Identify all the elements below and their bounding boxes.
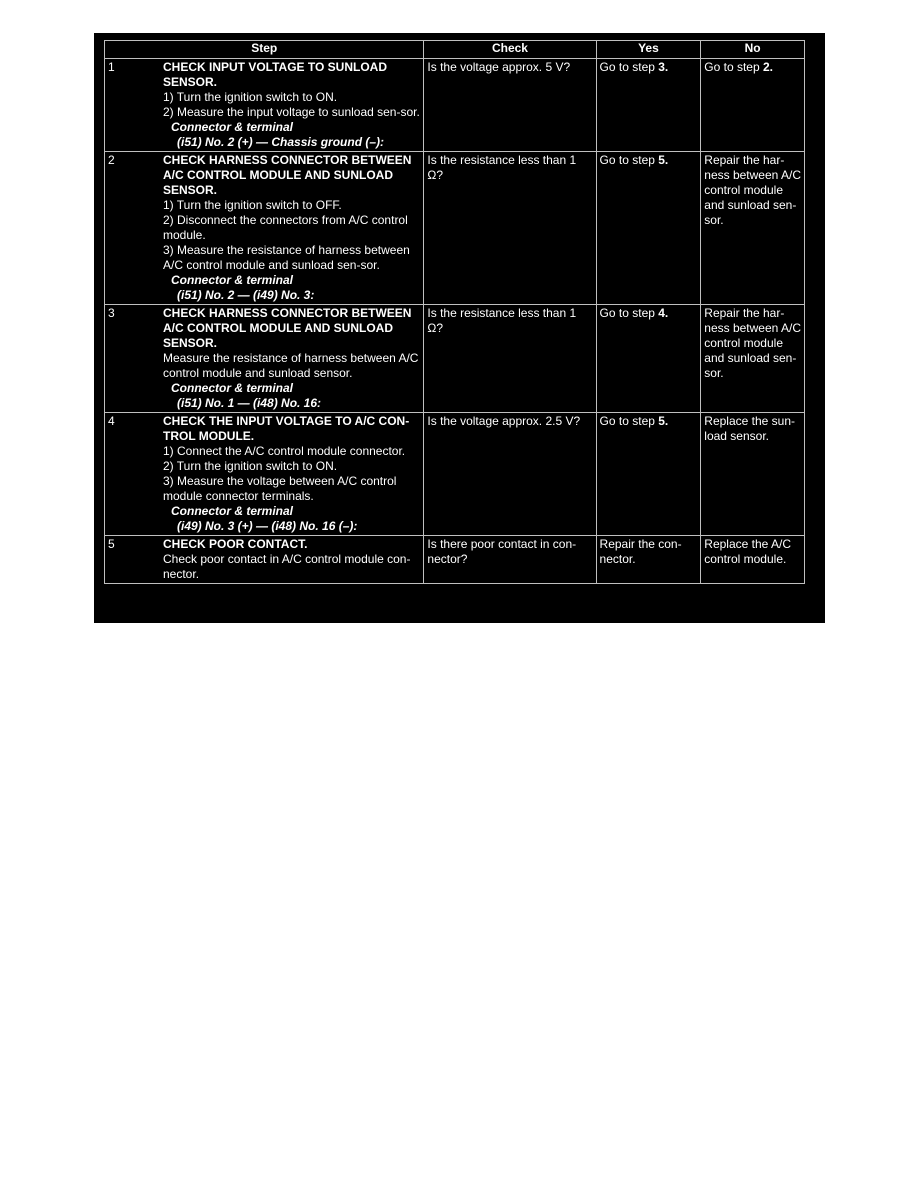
- no-cell: [701, 305, 805, 413]
- step-instructions: [163, 198, 420, 273]
- connector-label: Connector & terminal: [171, 381, 294, 395]
- yes-cell: [596, 413, 701, 536]
- table-row: [105, 59, 805, 152]
- check-cell: Is the resistance less than 1 Ω?: [424, 152, 596, 305]
- yes-cell: [596, 59, 701, 152]
- yes-step-ref: 4.: [658, 306, 669, 320]
- instruction-line: 2) Measure the input voltage to sunload sen-sor.: [163, 105, 420, 119]
- step-cell: [105, 152, 424, 305]
- yes-cell: [596, 152, 701, 305]
- connector-terminals: (i49) No. 3 (+) — (i48) No. 16 (–):: [177, 519, 358, 533]
- step-instructions: [163, 90, 420, 120]
- table-row: [105, 413, 805, 536]
- no-text: Repair the har-ness between A/C control module and sunload sen-sor.: [704, 153, 802, 227]
- yes-step-ref: 5.: [658, 414, 669, 428]
- instruction-line: 2) Disconnect the connectors from A/C control module.: [163, 213, 408, 242]
- instruction-line: 3) Measure the resistance of harness between A/C control module and sunload sen-sor.: [163, 243, 410, 272]
- yes-text: Go to step: [599, 60, 659, 74]
- table-header-row: [105, 41, 805, 59]
- connector-label: Connector & terminal: [171, 273, 294, 287]
- step-cell: [105, 59, 424, 152]
- yes-text: Repair the con-nector.: [599, 537, 682, 566]
- table-row: [105, 152, 805, 305]
- step-number: 2: [108, 153, 115, 167]
- step-body: [163, 306, 420, 411]
- yes-text: Go to step: [599, 306, 659, 320]
- header-no: No: [701, 41, 805, 59]
- diagnostic-panel: [94, 33, 825, 623]
- step-title: CHECK THE INPUT VOLTAGE TO A/C CON-TROL MODULE.: [163, 414, 410, 443]
- step-cell: [105, 413, 424, 536]
- check-cell: Is the voltage approx. 2.5 V?: [424, 413, 596, 536]
- connector-terminals: (i51) No. 2 (+) — Chassis ground (–):: [177, 135, 385, 149]
- yes-cell: [596, 536, 701, 584]
- instruction-line: 1) Turn the ignition switch to OFF.: [163, 198, 342, 212]
- instruction-line: 2) Turn the ignition switch to ON.: [163, 459, 338, 473]
- instruction-line: Check poor contact in A/C control module con-nector.: [163, 552, 411, 581]
- instruction-line: 3) Measure the voltage between A/C control module connector terminals.: [163, 474, 397, 503]
- step-body: [163, 414, 420, 534]
- instruction-line: Measure the resistance of harness between A/C control module and sunload sensor.: [163, 351, 419, 380]
- step-title: CHECK POOR CONTACT.: [163, 537, 308, 551]
- connector-terminals: (i51) No. 2 — (i49) No. 3:: [177, 288, 315, 302]
- step-number: 3: [108, 306, 115, 320]
- yes-cell: [596, 305, 701, 413]
- yes-text: Go to step: [599, 414, 659, 428]
- no-text: Go to step: [704, 60, 763, 74]
- yes-step-ref: 5.: [658, 153, 669, 167]
- header-check: Check: [424, 41, 596, 59]
- step-title: CHECK HARNESS CONNECTOR BETWEEN A/C CONTROL MODULE AND SUNLOAD SENSOR.: [163, 306, 412, 350]
- no-step-ref: 2.: [762, 60, 773, 74]
- connector-label: Connector & terminal: [171, 120, 294, 134]
- table-row: [105, 536, 805, 584]
- no-cell: [701, 413, 805, 536]
- no-cell: [701, 152, 805, 305]
- header-step: Step: [105, 41, 424, 59]
- step-number: 1: [108, 60, 115, 74]
- no-text: Repair the har-ness between A/C control module and sunload sen-sor.: [704, 306, 802, 380]
- connector-terminals: (i51) No. 1 — (i48) No. 16:: [177, 396, 322, 410]
- connector-label: Connector & terminal: [171, 504, 294, 518]
- step-title: CHECK HARNESS CONNECTOR BETWEEN A/C CONTROL MODULE AND SUNLOAD SENSOR.: [163, 153, 412, 197]
- yes-text: Go to step: [599, 153, 659, 167]
- no-cell: [701, 59, 805, 152]
- check-cell: Is there poor contact in con-nector?: [424, 536, 596, 584]
- no-cell: [701, 536, 805, 584]
- table-row: [105, 305, 805, 413]
- step-instructions: [163, 552, 420, 582]
- table-body: [105, 59, 805, 584]
- step-body: [163, 537, 420, 582]
- step-number: 5: [108, 537, 115, 551]
- step-instructions: [163, 351, 420, 381]
- diagnostic-table: [104, 40, 805, 584]
- step-body: [163, 153, 420, 303]
- step-title: CHECK INPUT VOLTAGE TO SUNLOAD SENSOR.: [163, 60, 388, 89]
- step-body: [163, 60, 420, 150]
- header-yes: Yes: [596, 41, 701, 59]
- instruction-line: 1) Turn the ignition switch to ON.: [163, 90, 338, 104]
- no-text: Replace the A/C control module.: [704, 537, 791, 566]
- instruction-line: 1) Connect the A/C control module connector.: [163, 444, 406, 458]
- no-text: Replace the sun-load sensor.: [704, 414, 796, 443]
- step-instructions: [163, 444, 420, 504]
- yes-step-ref: 3.: [658, 60, 669, 74]
- step-number: 4: [108, 414, 115, 428]
- step-cell: [105, 305, 424, 413]
- check-cell: Is the voltage approx. 5 V?: [424, 59, 596, 152]
- step-cell: [105, 536, 424, 584]
- check-cell: Is the resistance less than 1 Ω?: [424, 305, 596, 413]
